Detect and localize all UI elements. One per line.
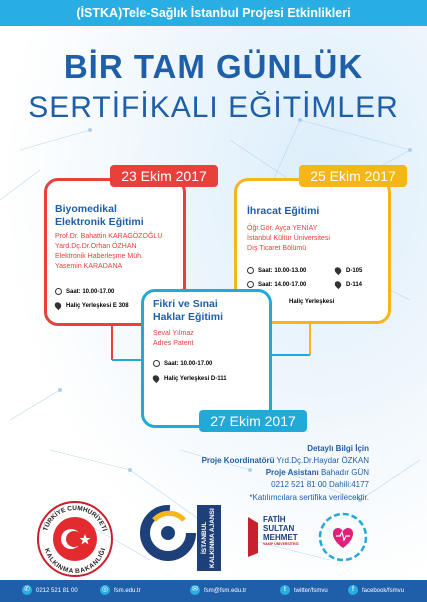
speaker: Yard.Dç.Dr.Orhan ÖZHAN <box>55 243 137 250</box>
istka-logo-mark <box>140 500 196 566</box>
ministry-bottom-text: KALKINMA BAKANLIĞI <box>42 547 108 576</box>
clock-icon <box>247 281 254 288</box>
fsmvu-sub: VAKIF ÜNİVERSİTESİ <box>263 542 299 546</box>
footer-phone-text: 0212 521 81 00 <box>36 588 78 594</box>
event-title-ip-rights <box>153 298 223 324</box>
footer-web-text: fsm.edu.tr <box>114 588 141 594</box>
coordinator-label: Proje Koordinatörü <box>201 456 275 465</box>
speaker: Prof.Dr. Bahattin KARAGÖZOĞLU <box>55 233 163 240</box>
ministry-logo <box>36 500 114 578</box>
header-bar <box>0 0 427 26</box>
fsmvu-line: MEHMET <box>263 533 298 542</box>
event-place: Haliç Yerleşkesi E 308 <box>66 303 129 310</box>
fsmvu-logo <box>246 515 304 559</box>
location-pin-icon <box>151 374 160 383</box>
title-line: Fikri ve Sınai <box>153 298 218 310</box>
speaker-list <box>153 329 194 349</box>
assistant-name: Bahadır GÜN <box>318 468 369 477</box>
event-place: Haliç Yerleşkesi D-111 <box>164 376 227 383</box>
location-pin-icon <box>333 266 342 275</box>
footer-web[interactable] <box>100 580 141 602</box>
globe-icon: ◎ <box>101 586 109 594</box>
place-row <box>153 375 227 384</box>
clock-icon <box>247 267 254 274</box>
twitter-icon: t <box>280 585 290 595</box>
email-icon: ✉ <box>190 585 200 595</box>
date-tag-export: 25 Ekim 2017 <box>299 165 407 187</box>
date-tag-ip-rights: 27 Ekim 2017 <box>199 410 307 432</box>
event-title-biomedical <box>55 203 144 229</box>
certificate-note: *Katılımcılara sertifika verilecektir. <box>249 493 369 502</box>
fsmvu-line: FATİH <box>263 515 286 524</box>
event-title-export: İhracat Eğitimi <box>247 205 320 217</box>
istka-name: İSTANBUL KALKINMA AJANSI <box>201 508 216 568</box>
event-card-ip-rights <box>141 289 272 428</box>
footer-email-text: fsm@fsm.edu.tr <box>204 588 247 594</box>
footer-bar <box>0 580 427 602</box>
speaker: Adres Patent <box>153 340 194 347</box>
time-row <box>247 267 377 276</box>
speaker-list <box>247 224 330 254</box>
speaker: Elektronik Haberleşme Müh. <box>55 253 143 260</box>
footer-twitter-text: twitter/fsmvu <box>294 588 328 594</box>
footer-phone <box>22 580 78 602</box>
event-room: D-114 <box>346 282 363 289</box>
time-row <box>55 288 114 297</box>
assistant-label: Proje Asistanı <box>265 468 319 477</box>
phone-icon: ✆ <box>22 585 32 595</box>
coordinator-name: Yrd.Dç.Dr.Haydar ÖZKAN <box>274 456 369 465</box>
clock-icon <box>153 360 160 367</box>
contact-assistant <box>266 467 369 478</box>
speaker: Öğr.Gör. Ayça YENİAY <box>247 225 318 232</box>
speaker: İstanbul Kültür Üniversitesi <box>247 235 330 242</box>
event-time: Saat: 10.00-17.00 <box>66 289 115 296</box>
ministry-top-text: TÜRKİYE CUMHURİYETİ <box>42 504 108 533</box>
event-time: Saat: 10.00-17.00 <box>164 361 213 368</box>
location-pin-icon <box>53 301 62 310</box>
date-tag-biomedical: 23 Ekim 2017 <box>110 165 218 187</box>
speaker: Seval Yılmaz <box>153 330 194 337</box>
time-row <box>247 281 377 290</box>
headline-line-1: BİR TAM GÜNLÜK <box>63 48 364 85</box>
footer-facebook[interactable] <box>348 580 404 602</box>
health-emblem-logo <box>318 512 368 562</box>
title-line: Haklar Eğitimi <box>153 311 224 323</box>
event-time: Saat: 10.00-13.00 <box>258 268 307 275</box>
istka-logo-text <box>197 505 221 571</box>
event-place: Haliç Yerleşkesi <box>289 299 335 305</box>
title-line: Biyomedikal <box>55 203 117 215</box>
fsmvu-line: SULTAN <box>263 524 295 533</box>
speaker-list <box>55 232 162 272</box>
place-row <box>55 302 129 311</box>
footer-email[interactable] <box>190 580 246 602</box>
clock-icon <box>55 288 62 295</box>
contact-heading: Detaylı Bilgi İçin <box>307 444 369 453</box>
contact-coordinator <box>202 455 369 466</box>
event-time: Saat: 14.00-17.00 <box>258 282 307 289</box>
header-title: (İSTKA)Tele-Sağlık İstanbul Projesi Etkinlikleri <box>76 6 351 20</box>
time-row <box>153 360 212 369</box>
footer-twitter[interactable] <box>280 580 328 602</box>
footer-facebook-text: facebook/fsmvu <box>362 588 405 594</box>
speaker: Dış Ticaret Bölümü <box>247 245 307 252</box>
facebook-icon: f <box>348 585 358 595</box>
headline-line-2: SERTİFİKALI EĞİTİMLER <box>28 91 399 124</box>
title-line: Elektronik Eğitimi <box>55 216 144 228</box>
location-pin-icon <box>333 280 342 289</box>
speaker: Yasemin KARADANA <box>55 263 123 270</box>
event-room: D-105 <box>346 268 363 275</box>
contact-phone: 0212 521 81 00 Dahili:4177 <box>271 480 369 489</box>
